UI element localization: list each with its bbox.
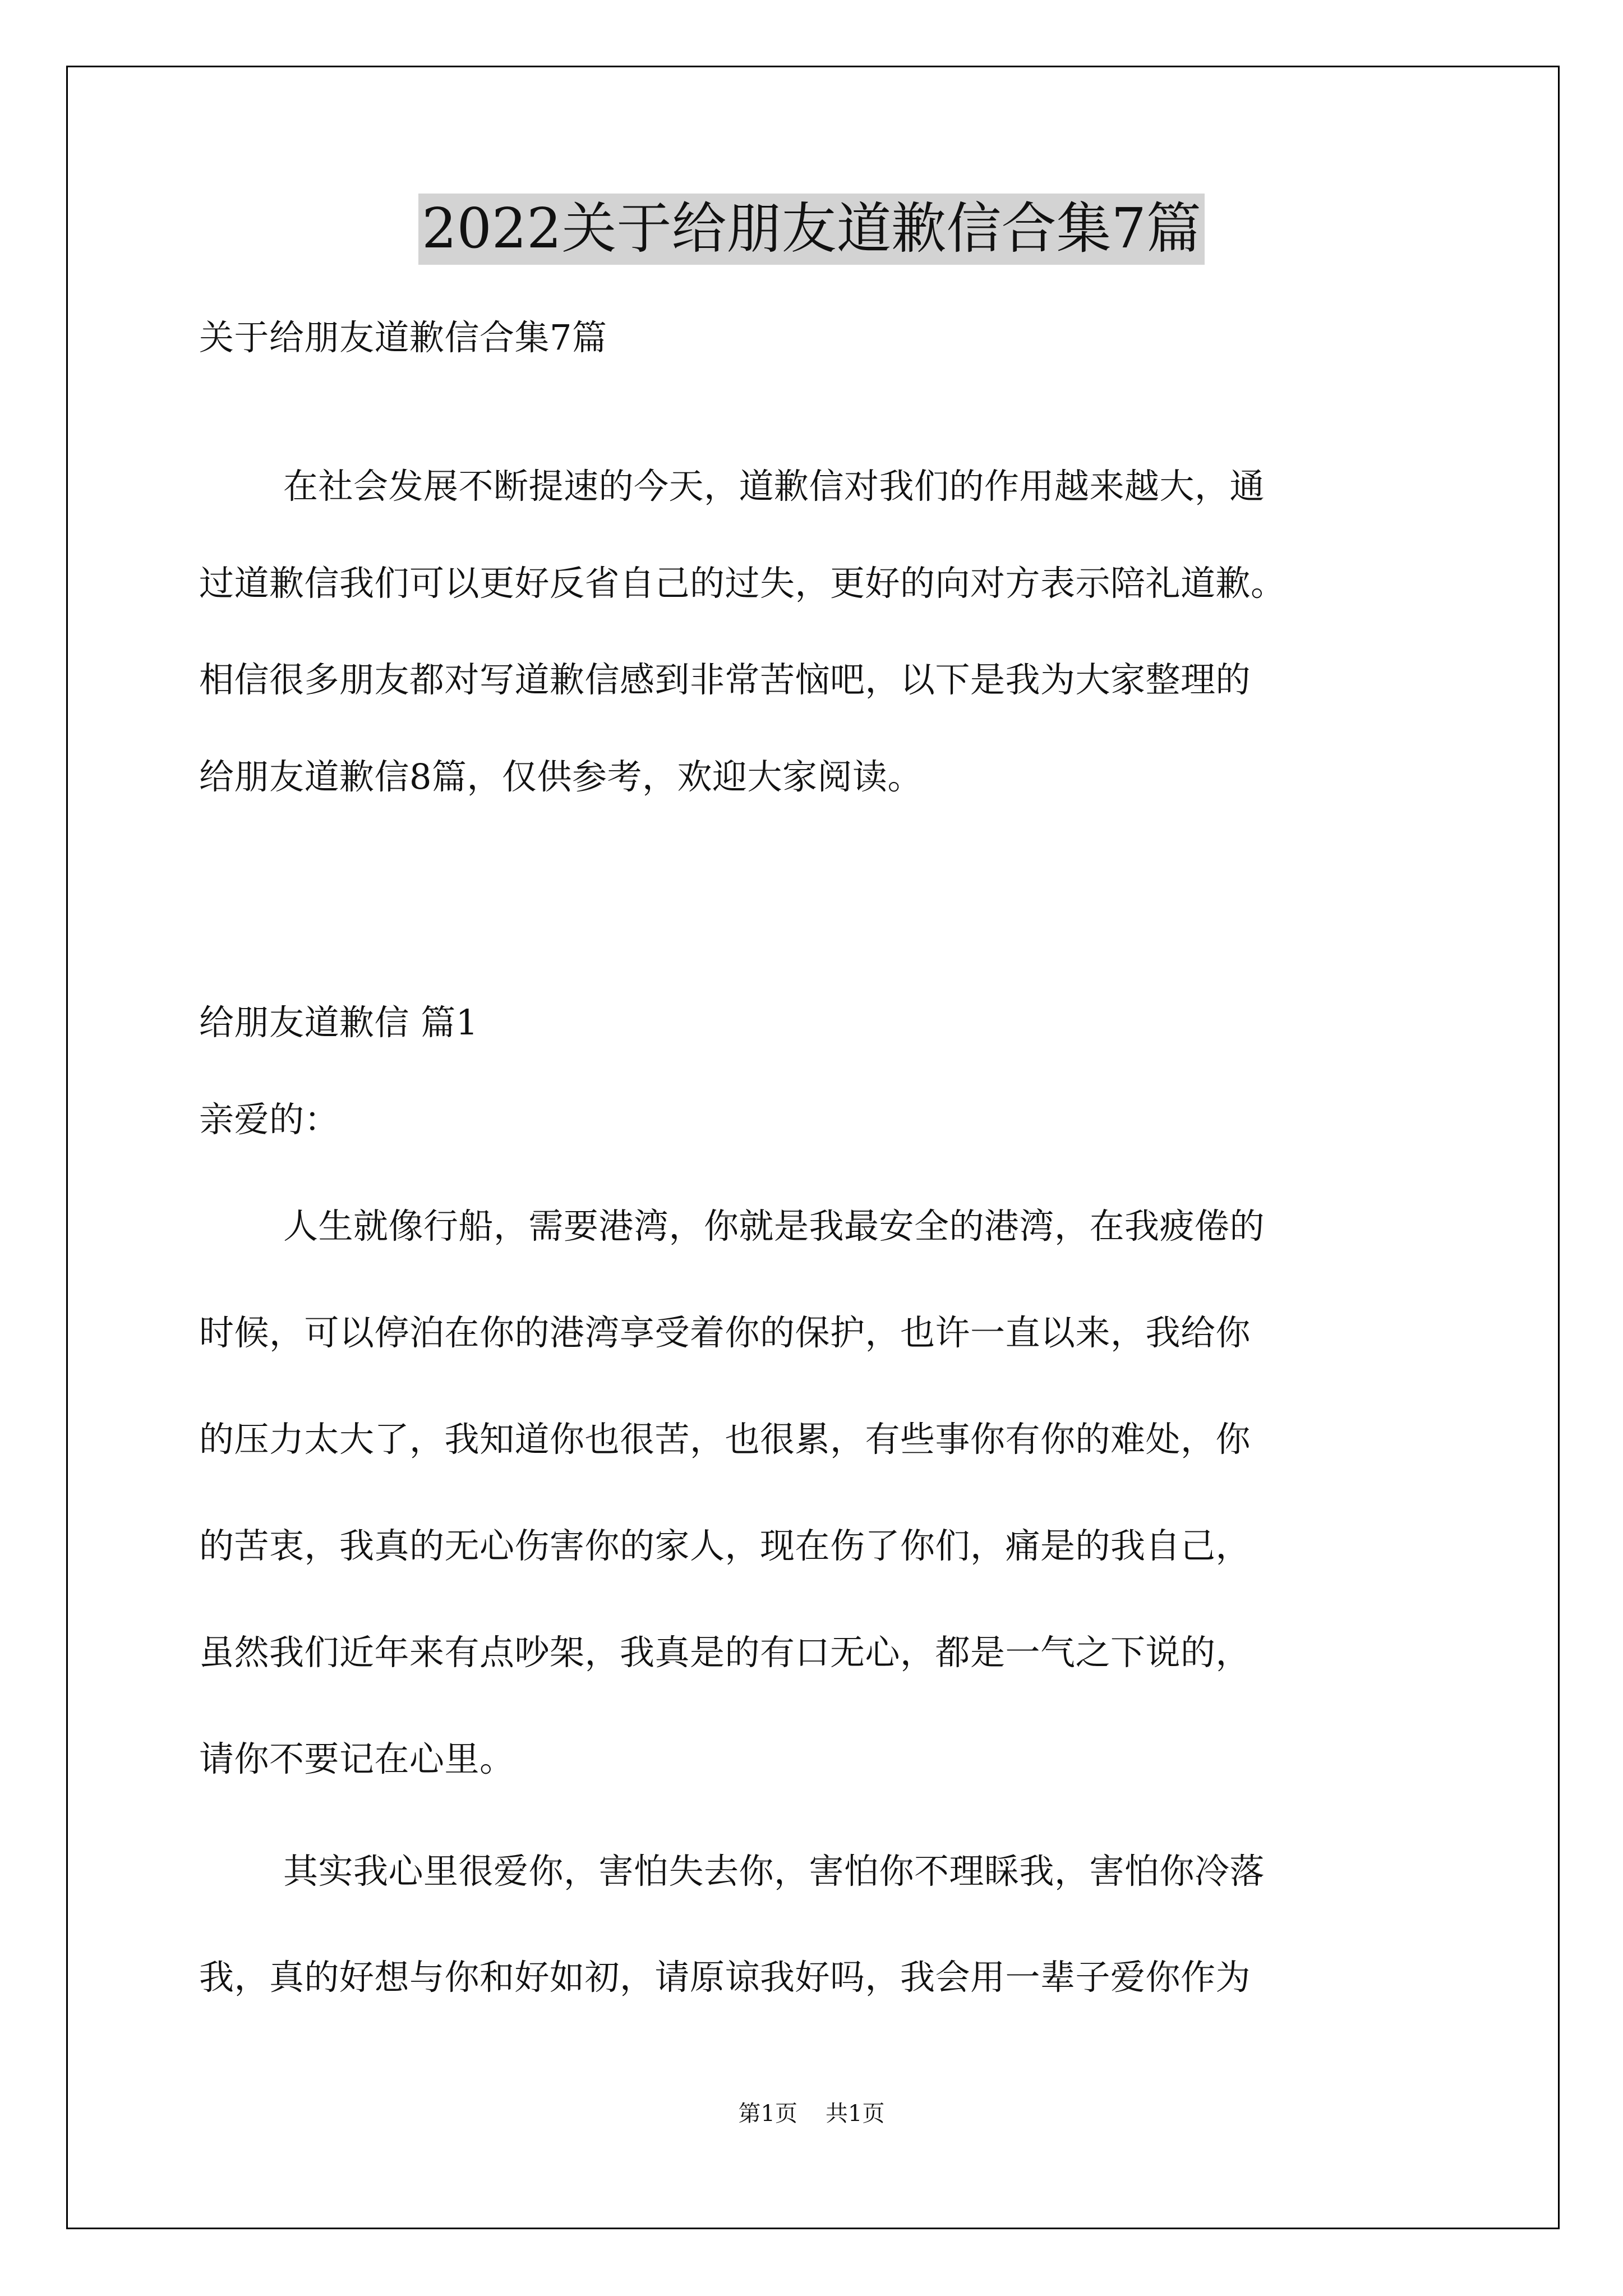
paragraph-line: 请你不要记在心里。 — [199, 1738, 515, 1779]
document-subtitle: 关于给朋友道歉信合集7篇 — [199, 317, 607, 358]
paragraph-line: 的压力太大了，我知道你也很苦，也很累，有些事你有你的难处，你 — [199, 1419, 1251, 1460]
page-number: 第1页 — [738, 2101, 797, 2127]
paragraph-line: 虽然我们近年来有点吵架，我真是的有口无心，都是一气之下说的， — [199, 1632, 1251, 1673]
paragraph-line: 时候，可以停泊在你的港湾享受着你的保护，也许一直以来，我给你 — [199, 1312, 1251, 1353]
salutation: 亲爱的： — [199, 1099, 340, 1140]
page-border — [66, 66, 1560, 2229]
paragraph-line: 我，真的好想与你和好如初，请原谅我好吗，我会用一辈子爱你作为 — [199, 1957, 1251, 1998]
intro-line: 给朋友道歉信8篇，仅供参考，欢迎大家阅读。 — [199, 756, 923, 797]
section-heading: 给朋友道歉信 篇1 — [199, 1002, 478, 1043]
title-container — [0, 194, 1623, 265]
intro-line: 过道歉信我们可以更好反省自己的过失，更好的向对方表示陪礼道歉。 — [199, 563, 1286, 604]
paragraph-line: 的苦衷，我真的无心伤害你的家人，现在伤了你们，痛是的我自己， — [199, 1525, 1251, 1566]
page-total: 共1页 — [826, 2101, 885, 2127]
intro-line: 相信很多朋友都对写道歉信感到非常苦恼吧，以下是我为大家整理的 — [199, 659, 1251, 700]
paragraph-line: 人生就像行船，需要港湾，你就是我最安全的港湾，在我疲倦的 — [283, 1205, 1265, 1246]
paragraph-line: 其实我心里很爱你，害怕失去你，害怕你不理睬我，害怕你冷落 — [283, 1851, 1265, 1892]
document-title: 2022关于给朋友道歉信合集7篇 — [418, 194, 1205, 265]
intro-line: 在社会发展不断提速的今天，道歉信对我们的作用越来越大，通 — [283, 466, 1265, 507]
page-footer — [0, 2096, 1623, 2128]
